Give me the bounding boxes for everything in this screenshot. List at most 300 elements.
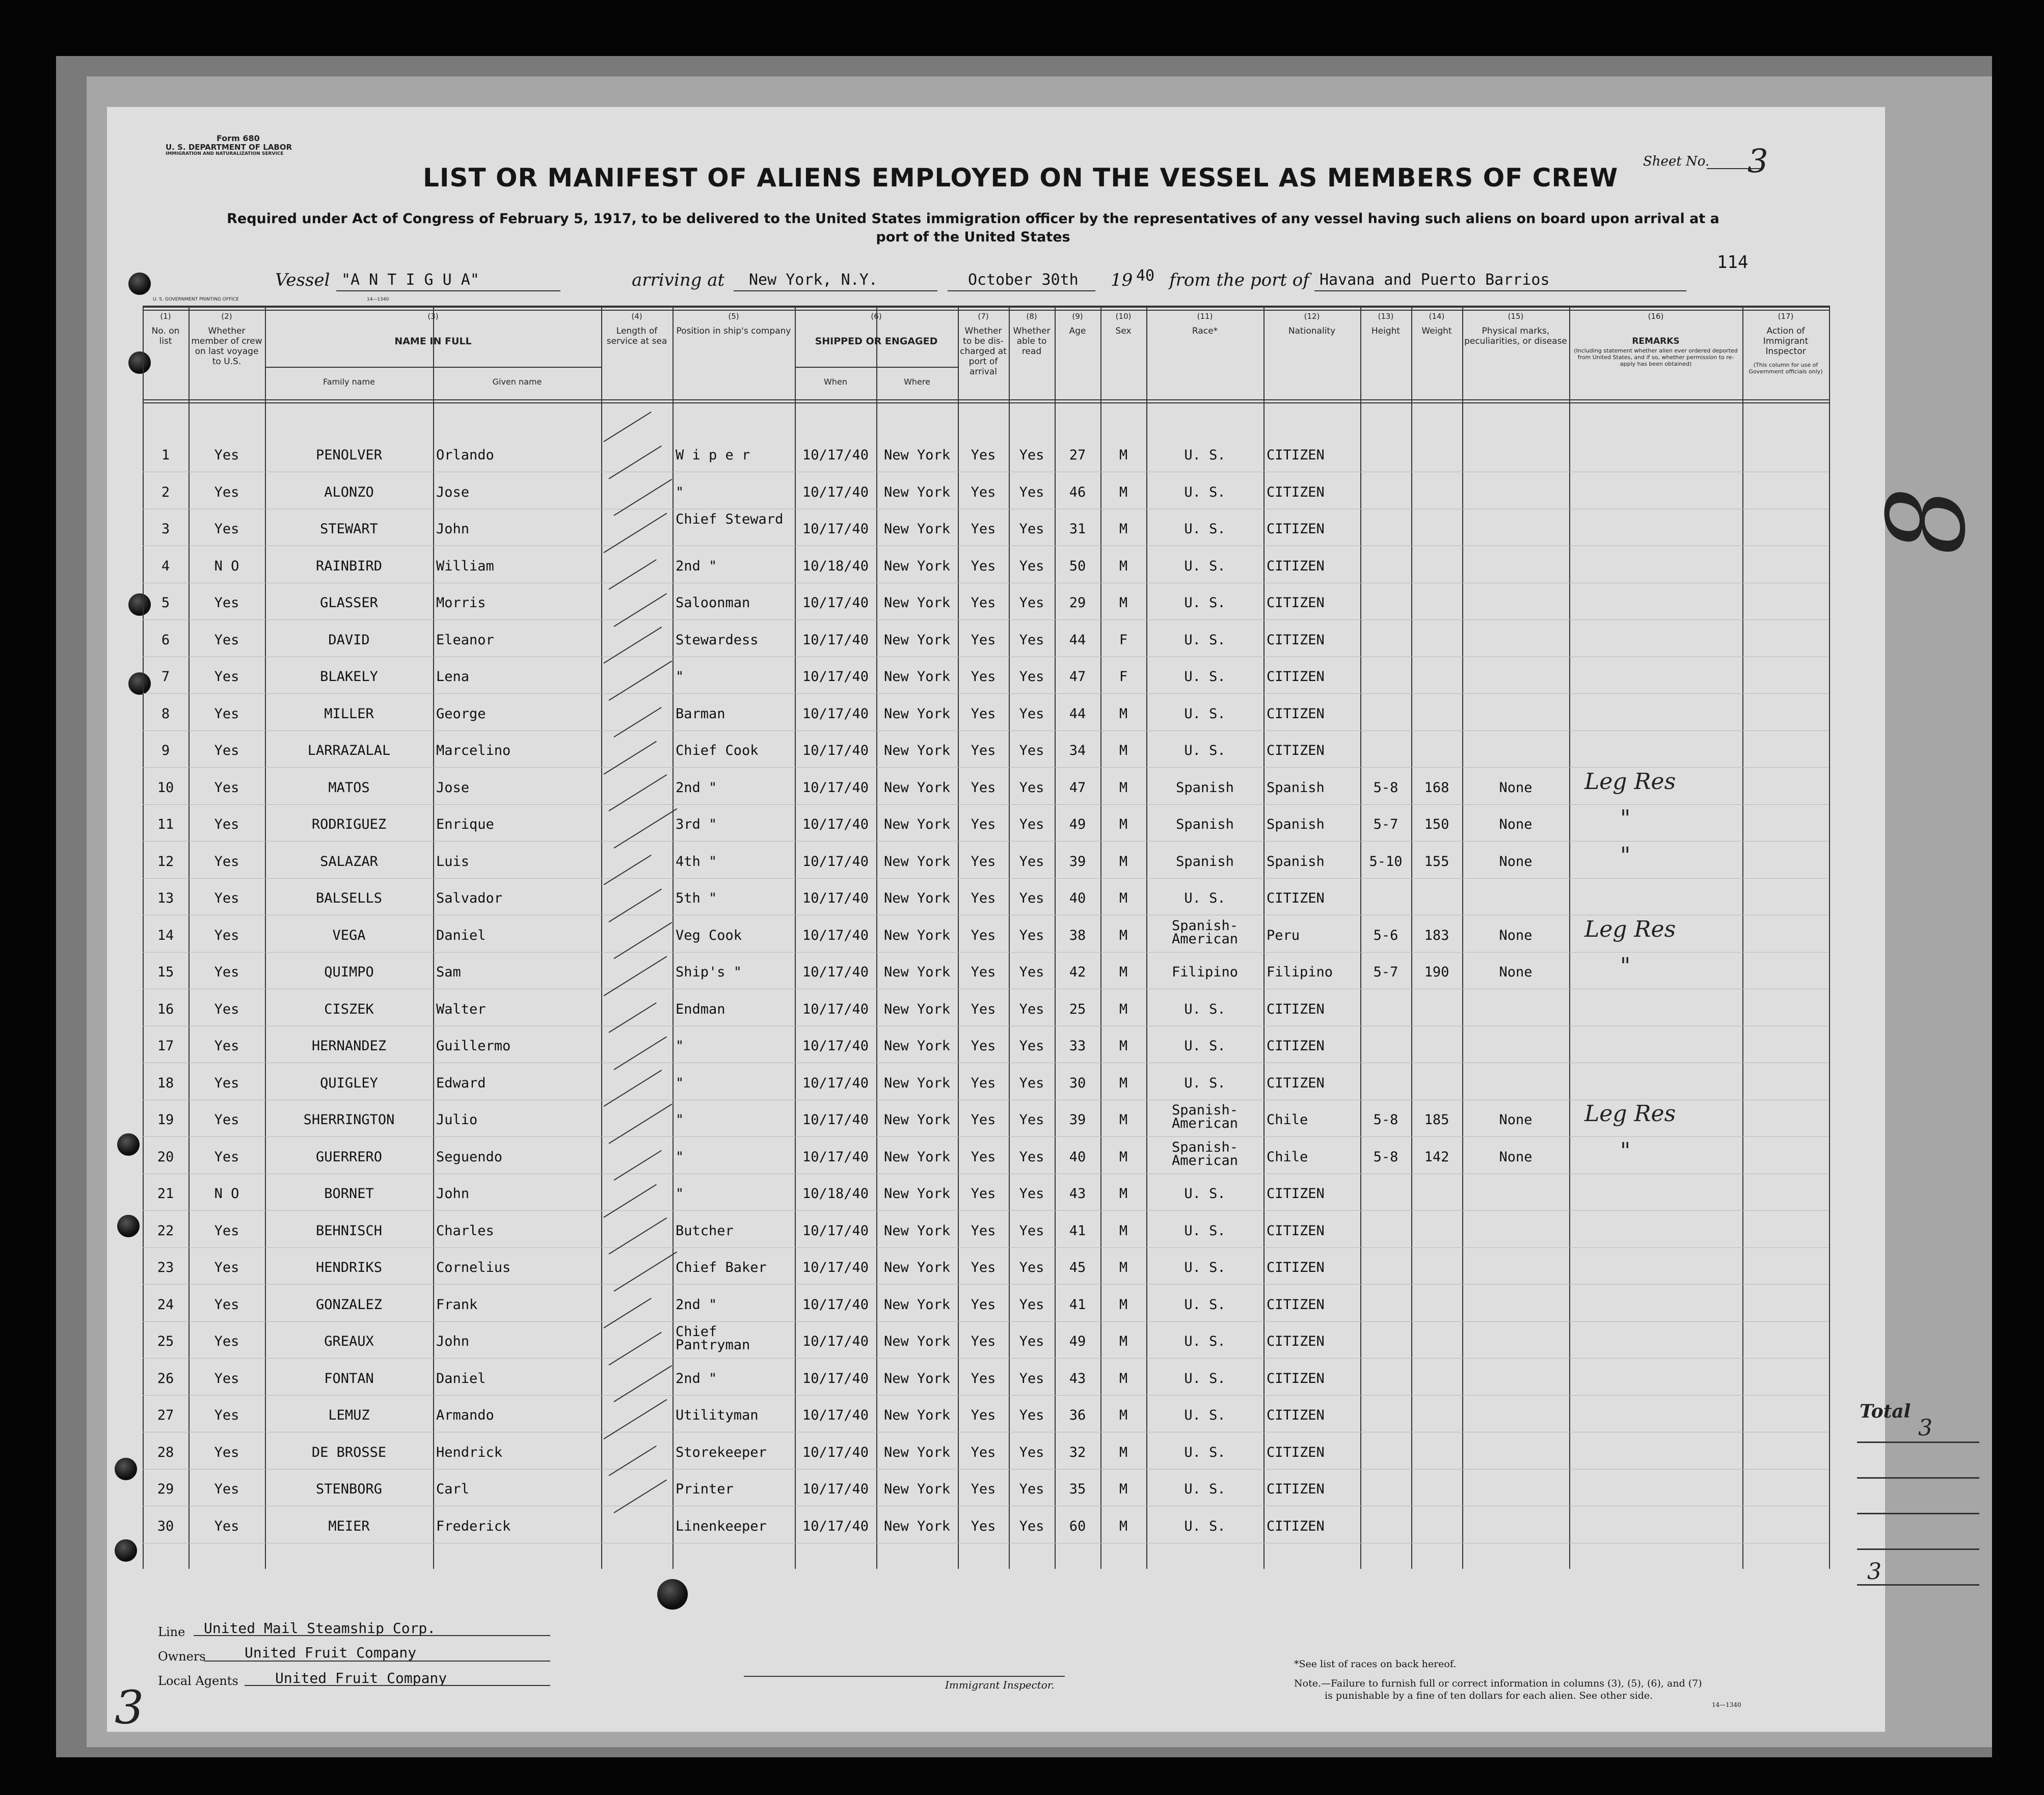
given-name-header: Given name bbox=[492, 377, 542, 387]
race: Spanish bbox=[1176, 779, 1234, 796]
column-divider bbox=[1009, 306, 1010, 1569]
line-label: Line bbox=[158, 1625, 185, 1639]
able-to-read: Yes bbox=[1019, 1260, 1044, 1275]
column-number: (7) bbox=[978, 312, 989, 321]
family-name: STEWART bbox=[320, 521, 378, 537]
sex: M bbox=[1119, 743, 1128, 758]
age: 36 bbox=[1069, 1407, 1086, 1423]
family-name: PENOLVER bbox=[315, 447, 383, 463]
shipped-when: 10/17/40 bbox=[802, 927, 869, 943]
page-number: 114 bbox=[1717, 252, 1749, 273]
age: 43 bbox=[1069, 1370, 1086, 1386]
shipped-where: New York bbox=[883, 447, 951, 463]
row-number: 21 bbox=[157, 1186, 174, 1202]
agents-label: Local Agents bbox=[158, 1674, 238, 1688]
race: Filipino bbox=[1171, 964, 1239, 980]
nationality: CITIZEN bbox=[1267, 632, 1325, 648]
race: U. S. bbox=[1184, 1518, 1226, 1534]
able-to-read: Yes bbox=[1019, 1481, 1044, 1497]
remarks-handwritten: " bbox=[1620, 805, 1631, 831]
column-number: (14) bbox=[1429, 312, 1445, 321]
race: Spanish-American bbox=[1171, 1102, 1239, 1131]
age: 40 bbox=[1069, 890, 1086, 906]
shipped-when: 10/17/40 bbox=[802, 1112, 869, 1128]
age: 50 bbox=[1069, 558, 1086, 574]
service-tick-mark bbox=[603, 1184, 657, 1217]
race: U. S. bbox=[1184, 1296, 1226, 1313]
family-name: GLASSER bbox=[320, 595, 378, 611]
given-name: John bbox=[436, 521, 470, 537]
position: " bbox=[676, 1149, 684, 1165]
penalty-note-1: Note.—Failure to furnish full or correct information in columns (3), (5), (6), and (7) bbox=[1294, 1678, 1702, 1689]
given-name: Salvador bbox=[436, 890, 503, 906]
family-name: BLAKELY bbox=[320, 669, 378, 685]
position: " bbox=[676, 1186, 684, 1202]
punch-hole bbox=[657, 1579, 688, 1610]
service-tick-mark bbox=[608, 660, 672, 700]
position: Butcher bbox=[676, 1222, 734, 1239]
sex: M bbox=[1119, 1407, 1128, 1423]
departure-port: Havana and Puerto Barrios bbox=[1320, 271, 1550, 289]
punch-hole bbox=[115, 1539, 137, 1562]
previous-voyage: Yes bbox=[214, 1407, 239, 1423]
row-number: 18 bbox=[157, 1075, 174, 1091]
punch-hole bbox=[128, 273, 151, 295]
column-header: Whether member of crew on last voyage to U.S. bbox=[191, 326, 262, 367]
shipped-when: 10/17/40 bbox=[802, 1149, 869, 1165]
shipped-where: New York bbox=[883, 1186, 951, 1202]
nationality: Chile bbox=[1267, 1149, 1308, 1165]
shipped-when: 10/17/40 bbox=[802, 1370, 869, 1386]
position: Barman bbox=[676, 705, 725, 722]
given-name: Julio bbox=[436, 1112, 478, 1128]
service-tick-mark bbox=[613, 479, 672, 516]
total-value: 3 bbox=[1918, 1415, 1932, 1441]
able-to-read: Yes bbox=[1019, 1444, 1044, 1460]
margin-big-mark: 8 bbox=[1864, 486, 1989, 555]
shipped-when: 10/17/40 bbox=[802, 705, 869, 722]
row-number: 7 bbox=[161, 669, 170, 685]
age: 47 bbox=[1069, 669, 1086, 685]
sex: M bbox=[1119, 1149, 1128, 1165]
family-name: STENBORG bbox=[315, 1481, 383, 1497]
previous-voyage: Yes bbox=[214, 927, 239, 943]
shipped-when: 10/17/40 bbox=[802, 669, 869, 685]
column-divider bbox=[1100, 306, 1101, 1569]
position: Utilityman bbox=[676, 1407, 759, 1423]
column-divider bbox=[673, 306, 674, 1569]
race: Spanish bbox=[1176, 817, 1234, 832]
previous-voyage: Yes bbox=[214, 1444, 239, 1460]
height: 5-8 bbox=[1373, 1149, 1398, 1165]
shipped-when: 10/17/40 bbox=[802, 964, 869, 980]
line-value: United Mail Steamship Corp. bbox=[204, 1620, 436, 1637]
able-to-read: Yes bbox=[1019, 521, 1044, 537]
race: Spanish-American bbox=[1171, 917, 1239, 947]
sex: F bbox=[1119, 669, 1128, 685]
previous-voyage: Yes bbox=[214, 1112, 239, 1128]
age: 41 bbox=[1069, 1296, 1086, 1313]
column-divider bbox=[601, 306, 602, 1569]
column-number: (17) bbox=[1778, 312, 1794, 321]
nationality: CITIZEN bbox=[1267, 1222, 1325, 1239]
height: 5-6 bbox=[1373, 927, 1398, 943]
race: U. S. bbox=[1184, 1186, 1226, 1202]
family-name: DAVID bbox=[328, 632, 370, 648]
column-header: Length of service at sea bbox=[606, 326, 667, 346]
family-name: MATOS bbox=[328, 779, 370, 796]
height: 5-7 bbox=[1373, 817, 1398, 832]
inspector-label: Immigrant Inspector. bbox=[945, 1679, 1055, 1691]
previous-voyage: Yes bbox=[214, 1296, 239, 1313]
row-number: 26 bbox=[157, 1370, 174, 1386]
column-divider bbox=[143, 306, 144, 1569]
row-number: 14 bbox=[157, 927, 174, 943]
nationality: Spanish bbox=[1267, 779, 1325, 796]
column-number: (15) bbox=[1508, 312, 1524, 321]
discharged: Yes bbox=[971, 1149, 996, 1165]
vessel-line bbox=[275, 267, 1753, 295]
given-name: Eleanor bbox=[436, 632, 494, 648]
previous-voyage: Yes bbox=[214, 447, 239, 463]
sex: M bbox=[1119, 1296, 1128, 1313]
family-name: CISZEK bbox=[324, 1001, 374, 1017]
where-header: Where bbox=[904, 377, 930, 387]
weight: 185 bbox=[1424, 1112, 1449, 1128]
able-to-read: Yes bbox=[1019, 558, 1044, 574]
sex: M bbox=[1119, 705, 1128, 722]
position: 5th " bbox=[676, 890, 717, 906]
shipped-when: 10/17/40 bbox=[802, 1481, 869, 1497]
sex: F bbox=[1119, 632, 1128, 648]
column-header: Weight bbox=[1421, 326, 1452, 336]
discharged: Yes bbox=[971, 1075, 996, 1091]
age: 39 bbox=[1069, 1112, 1086, 1128]
discharged: Yes bbox=[971, 521, 996, 537]
able-to-read: Yes bbox=[1019, 927, 1044, 943]
sex: M bbox=[1119, 1038, 1128, 1054]
shipped-when: 10/17/40 bbox=[802, 1001, 869, 1017]
nationality: CITIZEN bbox=[1267, 890, 1325, 906]
position: " bbox=[676, 669, 684, 685]
column-divider bbox=[958, 306, 959, 1569]
row-number: 11 bbox=[157, 817, 174, 832]
shipped-when: 10/17/40 bbox=[802, 1075, 869, 1091]
given-name: Jose bbox=[436, 779, 470, 796]
age: 40 bbox=[1069, 1149, 1086, 1165]
sex: M bbox=[1119, 1518, 1128, 1534]
nationality: CITIZEN bbox=[1267, 1407, 1325, 1423]
row-number: 23 bbox=[157, 1260, 174, 1275]
position: 2nd " bbox=[676, 1296, 717, 1313]
previous-voyage: N O bbox=[214, 558, 239, 574]
column-divider bbox=[265, 306, 266, 1569]
given-name: Lena bbox=[436, 669, 470, 685]
nationality: CITIZEN bbox=[1267, 1518, 1325, 1534]
service-tick-mark bbox=[603, 627, 662, 664]
weight: 150 bbox=[1424, 817, 1449, 832]
physical-marks: None bbox=[1499, 964, 1532, 980]
age: 45 bbox=[1069, 1260, 1086, 1275]
family-name: RODRIGUEZ bbox=[311, 817, 387, 832]
race: U. S. bbox=[1184, 669, 1226, 685]
service-tick-mark bbox=[603, 855, 651, 885]
shipped-where: New York bbox=[883, 595, 951, 611]
row-number: 9 bbox=[161, 743, 170, 758]
discharged: Yes bbox=[971, 817, 996, 832]
sex: M bbox=[1119, 558, 1128, 574]
row-number: 20 bbox=[157, 1149, 174, 1165]
nationality: CITIZEN bbox=[1267, 1075, 1325, 1091]
subtitle-line-2: port of the United States bbox=[876, 229, 1070, 245]
shipped-where: New York bbox=[883, 1075, 951, 1091]
race: Spanish-American bbox=[1171, 1139, 1239, 1168]
arriving-port: New York, N.Y. bbox=[749, 271, 878, 289]
service-tick-mark bbox=[603, 512, 667, 553]
position: 2nd " bbox=[676, 779, 717, 796]
able-to-read: Yes bbox=[1019, 1186, 1044, 1202]
column-number: (10) bbox=[1115, 312, 1132, 321]
column-number: (1) bbox=[160, 312, 171, 321]
discharged: Yes bbox=[971, 1444, 996, 1460]
form-dept: U. S. DEPARTMENT OF LABOR bbox=[166, 143, 292, 152]
nationality: Spanish bbox=[1267, 853, 1325, 869]
nationality: CITIZEN bbox=[1267, 1001, 1325, 1017]
weight: 168 bbox=[1424, 779, 1449, 796]
race: U. S. bbox=[1184, 1444, 1226, 1460]
service-tick-mark bbox=[603, 741, 657, 774]
previous-voyage: Yes bbox=[214, 1481, 239, 1497]
nationality: CITIZEN bbox=[1267, 521, 1325, 537]
discharged: Yes bbox=[971, 1001, 996, 1017]
row-number: 29 bbox=[157, 1481, 174, 1497]
row-number: 12 bbox=[157, 853, 174, 869]
previous-voyage: Yes bbox=[214, 632, 239, 648]
remarks-note: (Including statement whether alien ever ordered deported from United States, and if so, whether permission to re-apply has been obtained) bbox=[1574, 347, 1738, 367]
shipped-where: New York bbox=[883, 853, 951, 869]
form-code-bottom: 14—1340 bbox=[1712, 1701, 1741, 1708]
service-tick-mark bbox=[613, 1251, 677, 1291]
remarks-handwritten: " bbox=[1620, 953, 1631, 979]
row-number: 10 bbox=[157, 779, 174, 796]
family-name: BEHNISCH bbox=[315, 1222, 383, 1239]
column-number: (3) bbox=[427, 312, 439, 321]
family-name: GONZALEZ bbox=[315, 1296, 383, 1313]
service-tick-mark bbox=[608, 445, 662, 479]
crew-table bbox=[143, 306, 1829, 1564]
sex: M bbox=[1119, 595, 1128, 611]
family-name: LARRAZALAL bbox=[307, 743, 391, 758]
age: 44 bbox=[1069, 705, 1086, 722]
discharged: Yes bbox=[971, 632, 996, 648]
row-number: 28 bbox=[157, 1444, 174, 1460]
column-number: (12) bbox=[1304, 312, 1320, 321]
column-number: (6) bbox=[871, 312, 882, 321]
shipped-where: New York bbox=[883, 964, 951, 980]
shipped-where: New York bbox=[883, 1222, 951, 1239]
family-name: QUIGLEY bbox=[320, 1075, 378, 1091]
service-tick-mark bbox=[608, 888, 662, 922]
form-code-top: 14—1340 bbox=[367, 297, 389, 302]
shipped-when: 10/17/40 bbox=[802, 632, 869, 648]
shipped-where: New York bbox=[883, 1112, 951, 1128]
column-divider bbox=[795, 306, 796, 1569]
shipped-where: New York bbox=[883, 890, 951, 906]
given-name: William bbox=[436, 558, 494, 574]
owners-label: Owners bbox=[158, 1649, 206, 1664]
column-number: (11) bbox=[1197, 312, 1213, 321]
row-number: 4 bbox=[161, 558, 170, 574]
race: U. S. bbox=[1184, 1481, 1226, 1497]
column-number: (5) bbox=[728, 312, 739, 321]
family-name: BALSELLS bbox=[315, 890, 383, 906]
column-number: (16) bbox=[1648, 312, 1664, 321]
column-divider bbox=[876, 306, 877, 1569]
race: U. S. bbox=[1184, 1075, 1226, 1091]
physical-marks: None bbox=[1499, 817, 1532, 832]
column-header: SHIPPED OR ENGAGED bbox=[815, 336, 938, 347]
family-name: SHERRINGTON bbox=[303, 1112, 395, 1128]
service-tick-mark bbox=[608, 1331, 662, 1365]
position: 3rd " bbox=[676, 817, 717, 832]
owners-value: United Fruit Company bbox=[245, 1644, 417, 1661]
age: 31 bbox=[1069, 521, 1086, 537]
discharged: Yes bbox=[971, 1370, 996, 1386]
sex: M bbox=[1119, 1222, 1128, 1239]
given-name: Luis bbox=[436, 853, 470, 869]
able-to-read: Yes bbox=[1019, 1075, 1044, 1091]
family-name: GREAUX bbox=[324, 1334, 374, 1349]
age: 46 bbox=[1069, 484, 1086, 500]
discharged: Yes bbox=[971, 595, 996, 611]
family-name: LEMUZ bbox=[328, 1407, 370, 1423]
previous-voyage: Yes bbox=[214, 1149, 239, 1165]
page-subtitle bbox=[194, 210, 1753, 247]
able-to-read: Yes bbox=[1019, 1370, 1044, 1386]
shipped-when: 10/17/40 bbox=[802, 484, 869, 500]
able-to-read: Yes bbox=[1019, 1334, 1044, 1349]
sex: M bbox=[1119, 927, 1128, 943]
shipped-when: 10/17/40 bbox=[802, 1334, 869, 1349]
physical-marks: None bbox=[1499, 1149, 1532, 1165]
column-number: (4) bbox=[631, 312, 642, 321]
race: U. S. bbox=[1184, 447, 1226, 463]
age: 41 bbox=[1069, 1222, 1086, 1239]
age: 35 bbox=[1069, 1481, 1086, 1497]
able-to-read: Yes bbox=[1019, 1518, 1044, 1534]
previous-voyage: Yes bbox=[214, 890, 239, 906]
family-name: FONTAN bbox=[324, 1370, 374, 1386]
race: U. S. bbox=[1184, 705, 1226, 722]
column-divider bbox=[1462, 306, 1463, 1569]
race: U. S. bbox=[1184, 595, 1226, 611]
weight: 190 bbox=[1424, 964, 1449, 980]
family-name: HENDRIKS bbox=[315, 1260, 383, 1275]
service-tick-mark bbox=[603, 956, 667, 996]
column-divider bbox=[433, 306, 434, 1569]
discharged: Yes bbox=[971, 890, 996, 906]
previous-voyage: Yes bbox=[214, 595, 239, 611]
previous-voyage: Yes bbox=[214, 1518, 239, 1534]
shipped-when: 10/17/40 bbox=[802, 1260, 869, 1275]
race: U. S. bbox=[1184, 890, 1226, 906]
nationality: Chile bbox=[1267, 1112, 1308, 1128]
column-divider bbox=[189, 306, 190, 1569]
shipped-when: 10/17/40 bbox=[802, 779, 869, 796]
age: 49 bbox=[1069, 1334, 1086, 1349]
discharged: Yes bbox=[971, 669, 996, 685]
remarks-handwritten: " bbox=[1620, 842, 1631, 868]
nationality: Spanish bbox=[1267, 817, 1325, 832]
age: 49 bbox=[1069, 817, 1086, 832]
shipped-where: New York bbox=[883, 1444, 951, 1460]
race: U. S. bbox=[1184, 1334, 1226, 1349]
position: Printer bbox=[676, 1481, 734, 1497]
service-tick-mark bbox=[603, 412, 651, 442]
column-header: No. on list bbox=[151, 326, 180, 346]
agents-value: United Fruit Company bbox=[275, 1670, 447, 1687]
previous-voyage: Yes bbox=[214, 1075, 239, 1091]
shipped-where: New York bbox=[883, 1481, 951, 1497]
family-name: VEGA bbox=[332, 927, 366, 943]
able-to-read: Yes bbox=[1019, 447, 1044, 463]
able-to-read: Yes bbox=[1019, 964, 1044, 980]
nationality: CITIZEN bbox=[1267, 705, 1325, 722]
shipped-where: New York bbox=[883, 521, 951, 537]
discharged: Yes bbox=[971, 1112, 996, 1128]
family-name: QUIMPO bbox=[324, 964, 374, 980]
position: 4th " bbox=[676, 853, 717, 869]
discharged: Yes bbox=[971, 1407, 996, 1423]
from-label: from the port of bbox=[1169, 270, 1309, 290]
nationality: CITIZEN bbox=[1267, 669, 1325, 685]
discharged: Yes bbox=[971, 779, 996, 796]
given-name: Daniel bbox=[436, 927, 486, 943]
able-to-read: Yes bbox=[1019, 1001, 1044, 1017]
previous-voyage: Yes bbox=[214, 853, 239, 869]
discharged: Yes bbox=[971, 743, 996, 758]
position: W i p e r bbox=[676, 447, 750, 463]
given-name: Sam bbox=[436, 964, 461, 980]
service-tick-mark bbox=[613, 1479, 667, 1513]
shipped-where: New York bbox=[883, 779, 951, 796]
column-number: (9) bbox=[1072, 312, 1083, 321]
shipped-when: 10/17/40 bbox=[802, 1407, 869, 1423]
remarks-handwritten: Leg Res bbox=[1584, 916, 1676, 942]
vessel-name: "A N T I G U A" bbox=[341, 271, 479, 289]
position: Storekeeper bbox=[676, 1444, 767, 1460]
age: 29 bbox=[1069, 595, 1086, 611]
able-to-read: Yes bbox=[1019, 1149, 1044, 1165]
discharged: Yes bbox=[971, 1518, 996, 1534]
service-tick-mark bbox=[613, 922, 672, 959]
shipped-when: 10/17/40 bbox=[802, 853, 869, 869]
family-name: MILLER bbox=[324, 705, 374, 722]
sex: M bbox=[1119, 1186, 1128, 1202]
shipped-when: 10/17/40 bbox=[802, 1444, 869, 1460]
nationality: Peru bbox=[1267, 927, 1300, 943]
races-note: *See list of races on back hereof. bbox=[1294, 1658, 1457, 1670]
able-to-read: Yes bbox=[1019, 817, 1044, 832]
family-name: MEIER bbox=[328, 1518, 370, 1534]
previous-voyage: Yes bbox=[214, 817, 239, 832]
previous-voyage: Yes bbox=[214, 1334, 239, 1349]
race: U. S. bbox=[1184, 484, 1226, 500]
physical-marks: None bbox=[1499, 779, 1532, 796]
race: U. S. bbox=[1184, 1038, 1226, 1054]
able-to-read: Yes bbox=[1019, 853, 1044, 869]
position: 2nd " bbox=[676, 558, 717, 574]
